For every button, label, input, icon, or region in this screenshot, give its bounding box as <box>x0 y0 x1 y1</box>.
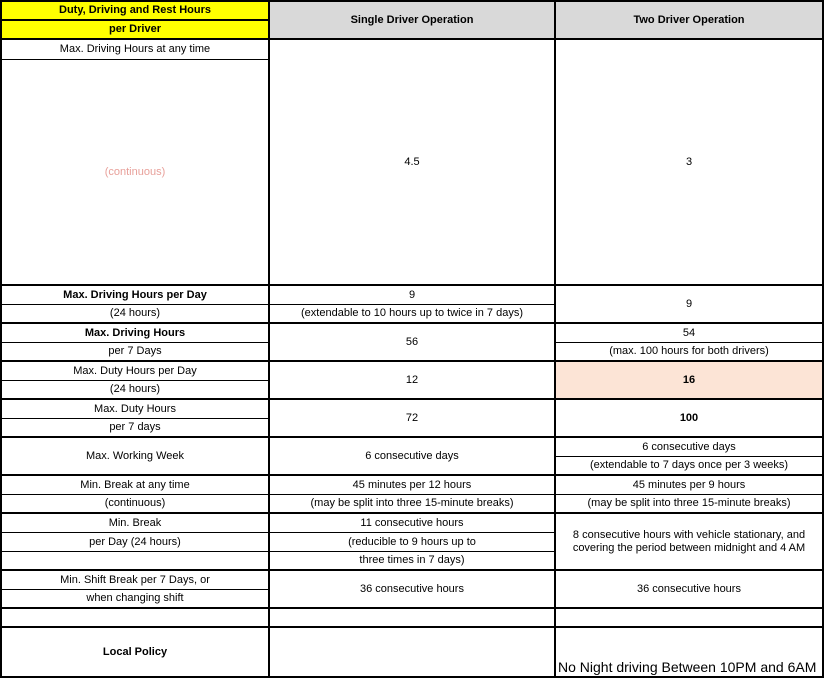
row-label-max-driving-any-time: Max. Driving Hours at any time <box>2 40 270 60</box>
header-title-line2: per Driver <box>2 21 270 40</box>
value-single-max-driving-per-week: 56 <box>270 324 556 362</box>
column-header-two-driver: Two Driver Operation <box>556 2 822 40</box>
row-sublabel-max-driving-per-day: (24 hours) <box>2 305 270 324</box>
row-label-max-driving-per-week: Max. Driving Hours <box>2 324 270 343</box>
value-single-min-break-per-day-line1: 11 consecutive hours <box>270 514 556 533</box>
cell-empty-left-min-break <box>2 552 270 571</box>
value-single-max-duty-per-day: 12 <box>270 362 556 400</box>
cell-empty-local-policy-single <box>270 628 556 676</box>
row-label-max-duty-per-day: Max. Duty Hours per Day <box>2 362 270 381</box>
value-two-max-duty-per-day-highlighted: 16 <box>556 362 822 400</box>
row-label-max-duty-per-week: Max. Duty Hours <box>2 400 270 419</box>
value-two-max-duty-per-week: 100 <box>556 400 822 438</box>
note-single-min-break-any-time: (may be split into three 15-minute breaks) <box>270 495 556 514</box>
value-two-local-policy: No Night driving Between 10PM and 6AM <box>558 658 817 675</box>
row-label-max-working-week: Max. Working Week <box>2 438 270 476</box>
value-two-max-working-week: 6 consecutive days <box>556 438 822 457</box>
value-single-min-break-any-time: 45 minutes per 12 hours <box>270 476 556 495</box>
value-two-min-break-per-day: 8 consecutive hours with vehicle stationary, and covering the period between midnight and 4 AM <box>556 514 822 571</box>
value-single-min-break-per-day-line3: three times in 7 days) <box>270 552 556 571</box>
value-single-max-duty-per-week: 72 <box>270 400 556 438</box>
row-sublabel-continuous-pink: (continuous) <box>2 60 270 286</box>
column-header-single-driver: Single Driver Operation <box>270 2 556 40</box>
value-single-min-break-per-day-line2: (reducible to 9 hours up to <box>270 533 556 552</box>
note-two-max-working-week: (extendable to 7 days once per 3 weeks) <box>556 457 822 476</box>
value-two-min-shift-break: 36 consecutive hours <box>556 571 822 609</box>
note-two-max-driving-per-week: (max. 100 hours for both drivers) <box>556 343 822 362</box>
value-two-max-driving-per-day: 9 <box>556 286 822 324</box>
note-two-min-break-any-time: (may be split into three 15-minute breaks) <box>556 495 822 514</box>
value-two-max-driving-per-week: 54 <box>556 324 822 343</box>
row-sublabel-max-driving-per-week: per 7 Days <box>2 343 270 362</box>
note-single-max-driving-per-day: (extendable to 10 hours up to twice in 7 days) <box>270 305 556 324</box>
row-sublabel-max-duty-per-week: per 7 days <box>2 419 270 438</box>
row-label-local-policy: Local Policy <box>2 628 270 676</box>
cell-empty-spacer-single <box>270 609 556 628</box>
value-single-min-shift-break: 36 consecutive hours <box>270 571 556 609</box>
header-title-line1: Duty, Driving and Rest Hours <box>2 2 270 21</box>
row-label-min-shift-break: Min. Shift Break per 7 Days, or <box>2 571 270 590</box>
row-sublabel-max-duty-per-day: (24 hours) <box>2 381 270 400</box>
value-two-min-break-any-time: 45 minutes per 9 hours <box>556 476 822 495</box>
row-sublabel-min-break-per-day: per Day (24 hours) <box>2 533 270 552</box>
row-label-min-break-any-time: Min. Break at any time <box>2 476 270 495</box>
value-single-max-driving-any-time: 4.5 <box>270 40 556 286</box>
row-label-min-break-per-day: Min. Break <box>2 514 270 533</box>
cell-empty-spacer-two <box>556 609 822 628</box>
cell-empty-spacer-left <box>2 609 270 628</box>
value-single-max-working-week: 6 consecutive days <box>270 438 556 476</box>
row-label-max-driving-per-day: Max. Driving Hours per Day <box>2 286 270 305</box>
value-two-max-driving-any-time: 3 <box>556 40 822 286</box>
value-single-max-driving-per-day: 9 <box>270 286 556 305</box>
row-sublabel-min-shift-break: when changing shift <box>2 590 270 609</box>
row-sublabel-min-break-any-time: (continuous) <box>2 495 270 514</box>
